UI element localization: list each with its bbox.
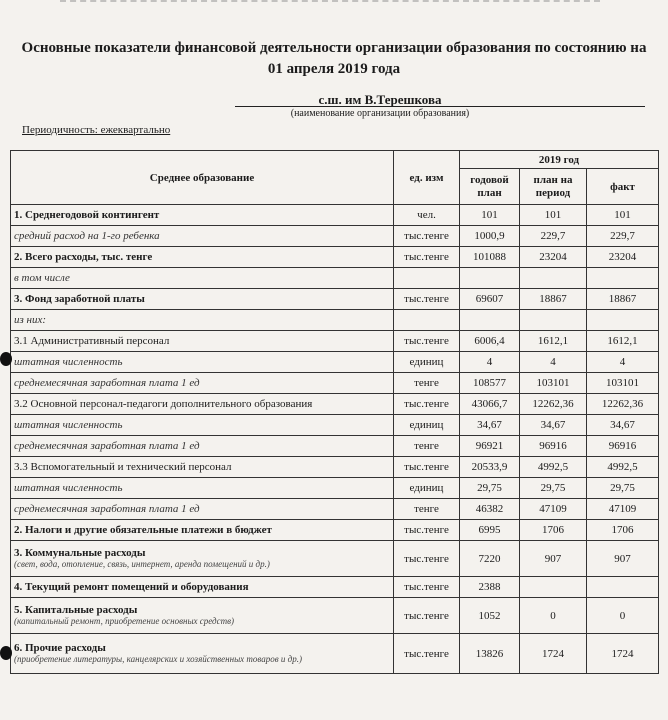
top-cut-edge	[60, 0, 600, 6]
row-annual-plan: 6006,4	[460, 331, 520, 352]
row-period-plan: 229,7	[520, 226, 587, 247]
row-unit: единиц	[394, 478, 460, 499]
row-annual-plan: 1052	[460, 598, 520, 634]
table-row	[11, 289, 659, 310]
row-annual-plan: 69607	[460, 289, 520, 310]
row-fact: 1724	[587, 634, 659, 674]
row-period-plan: 907	[520, 541, 587, 577]
row-unit: тыс.тенге	[394, 247, 460, 268]
table-row	[11, 268, 659, 289]
row-annual-plan: 46382	[460, 499, 520, 520]
row-unit: тенге	[394, 373, 460, 394]
organization-name: с.ш. им В.Терешкова	[318, 92, 442, 107]
row-unit: единиц	[394, 415, 460, 436]
table-row	[11, 394, 659, 415]
row-unit: тыс.тенге	[394, 577, 460, 598]
organization-underline	[235, 106, 645, 107]
header-annual-plan: годовой план	[460, 169, 520, 205]
row-annual-plan: 6995	[460, 520, 520, 541]
row-unit: единиц	[394, 352, 460, 373]
table-row	[11, 205, 659, 226]
row-period-plan: 1724	[520, 634, 587, 674]
row-name: 3. Коммунальные расходы (свет, вода, отопление, связь, интернет, аренда помещений и др.)	[11, 541, 394, 577]
row-annual-plan	[460, 310, 520, 331]
row-name: среднемесячная заработная плата 1 ед	[11, 436, 394, 457]
table-row	[11, 226, 659, 247]
row-name: среднемесячная заработная плата 1 ед	[11, 373, 394, 394]
row-period-plan: 1706	[520, 520, 587, 541]
row-annual-plan: 96921	[460, 436, 520, 457]
row-annual-plan: 20533,9	[460, 457, 520, 478]
row-period-plan: 12262,36	[520, 394, 587, 415]
row-period-plan: 4992,5	[520, 457, 587, 478]
row-unit: тыс.тенге	[394, 520, 460, 541]
table-row	[11, 634, 659, 674]
row-name: 3.3 Вспомогательный и технический персонал	[11, 457, 394, 478]
row-annual-plan: 2388	[460, 577, 520, 598]
row-period-plan: 34,67	[520, 415, 587, 436]
row-fact: 4992,5	[587, 457, 659, 478]
table-row	[11, 598, 659, 634]
periodicity: Периодичность: ежеквартально	[22, 124, 171, 136]
header-year: 2019 год	[460, 151, 659, 169]
row-fact: 12262,36	[587, 394, 659, 415]
header-fact: факт	[587, 169, 659, 205]
punch-hole	[0, 646, 12, 660]
row-period-plan: 1612,1	[520, 331, 587, 352]
row-unit: тыс.тенге	[394, 289, 460, 310]
row-period-plan: 29,75	[520, 478, 587, 499]
row-unit: тыс.тенге	[394, 541, 460, 577]
row-unit	[394, 268, 460, 289]
punch-hole	[0, 352, 12, 366]
row-unit: чел.	[394, 205, 460, 226]
row-fact: 103101	[587, 373, 659, 394]
organization-caption: (наименование организации образования)	[290, 108, 470, 119]
row-annual-plan: 101	[460, 205, 520, 226]
row-fact: 4	[587, 352, 659, 373]
row-name: 3. Фонд заработной платы	[11, 289, 394, 310]
row-name: штатная численность	[11, 352, 394, 373]
header-unit-column: ед. изм	[394, 151, 460, 205]
row-name: штатная численность	[11, 478, 394, 499]
table-row	[11, 499, 659, 520]
row-period-plan	[520, 310, 587, 331]
row-fact: 23204	[587, 247, 659, 268]
row-annual-plan: 108577	[460, 373, 520, 394]
row-fact: 229,7	[587, 226, 659, 247]
row-period-plan: 18867	[520, 289, 587, 310]
row-name: 1. Среднегодовой контингент	[11, 205, 394, 226]
row-annual-plan	[460, 268, 520, 289]
row-name: 6. Прочие расходы (приобретение литературы, канцелярских и хозяйственных товаров и др.)	[11, 634, 394, 674]
row-unit: тенге	[394, 436, 460, 457]
row-annual-plan: 34,67	[460, 415, 520, 436]
row-annual-plan: 29,75	[460, 478, 520, 499]
financial-indicators-table	[10, 150, 659, 674]
row-period-plan: 101	[520, 205, 587, 226]
row-name: 3.2 Основной персонал-педагоги дополнительного образования	[11, 394, 394, 415]
row-unit: тыс.тенге	[394, 598, 460, 634]
row-fact: 101	[587, 205, 659, 226]
header-name-column: Среднее образование	[11, 151, 394, 205]
row-unit: тенге	[394, 499, 460, 520]
row-annual-plan: 43066,7	[460, 394, 520, 415]
row-fact: 1612,1	[587, 331, 659, 352]
row-fact	[587, 268, 659, 289]
header-period-plan: план на период	[520, 169, 587, 205]
row-fact	[587, 577, 659, 598]
table-row	[11, 478, 659, 499]
row-fact	[587, 310, 659, 331]
row-name: 4. Текущий ремонт помещений и оборудования	[11, 577, 394, 598]
row-fact: 47109	[587, 499, 659, 520]
row-annual-plan: 7220	[460, 541, 520, 577]
table-row	[11, 577, 659, 598]
row-note: (капитальный ремонт, приобретение основных средств)	[14, 616, 234, 626]
row-name: средний расход на 1-го ребенка	[11, 226, 394, 247]
row-fact: 18867	[587, 289, 659, 310]
row-period-plan: 4	[520, 352, 587, 373]
row-annual-plan: 1000,9	[460, 226, 520, 247]
row-unit: тыс.тенге	[394, 394, 460, 415]
row-name: 5. Капитальные расходы (капитальный ремонт, приобретение основных средств)	[11, 598, 394, 634]
row-period-plan	[520, 577, 587, 598]
row-period-plan: 0	[520, 598, 587, 634]
row-name: среднемесячная заработная плата 1 ед	[11, 499, 394, 520]
row-name: 2. Налоги и другие обязательные платежи в бюджет	[11, 520, 394, 541]
table-row	[11, 310, 659, 331]
table-row	[11, 331, 659, 352]
row-unit: тыс.тенге	[394, 226, 460, 247]
row-unit: тыс.тенге	[394, 331, 460, 352]
row-period-plan: 47109	[520, 499, 587, 520]
row-period-plan: 103101	[520, 373, 587, 394]
table-row	[11, 541, 659, 577]
row-note: (приобретение литературы, канцелярских и хозяйственных товаров и др.)	[14, 654, 302, 664]
table-row	[11, 436, 659, 457]
table-row	[11, 415, 659, 436]
row-name: 3.1 Административный персонал	[11, 331, 394, 352]
row-unit	[394, 310, 460, 331]
row-note: (свет, вода, отопление, связь, интернет, аренда помещений и др.)	[14, 559, 270, 569]
row-name: 2. Всего расходы, тыс. тенге	[11, 247, 394, 268]
row-fact: 96916	[587, 436, 659, 457]
row-fact: 29,75	[587, 478, 659, 499]
row-period-plan: 23204	[520, 247, 587, 268]
row-period-plan: 96916	[520, 436, 587, 457]
row-fact: 0	[587, 598, 659, 634]
row-annual-plan: 13826	[460, 634, 520, 674]
document-title: Основные показатели финансовой деятельности организации образования по состоянию на 01 апреля 2019 года	[21, 40, 647, 77]
row-unit: тыс.тенге	[394, 634, 460, 674]
row-annual-plan: 4	[460, 352, 520, 373]
table-row	[11, 373, 659, 394]
table-row	[11, 520, 659, 541]
row-annual-plan: 101088	[460, 247, 520, 268]
row-name: из них:	[11, 310, 394, 331]
row-fact: 34,67	[587, 415, 659, 436]
row-fact: 907	[587, 541, 659, 577]
row-name: штатная численность	[11, 415, 394, 436]
table-row	[11, 457, 659, 478]
row-name: в том числе	[11, 268, 394, 289]
row-unit: тыс.тенге	[394, 457, 460, 478]
table-row	[11, 247, 659, 268]
row-fact: 1706	[587, 520, 659, 541]
table-row	[11, 352, 659, 373]
row-period-plan	[520, 268, 587, 289]
